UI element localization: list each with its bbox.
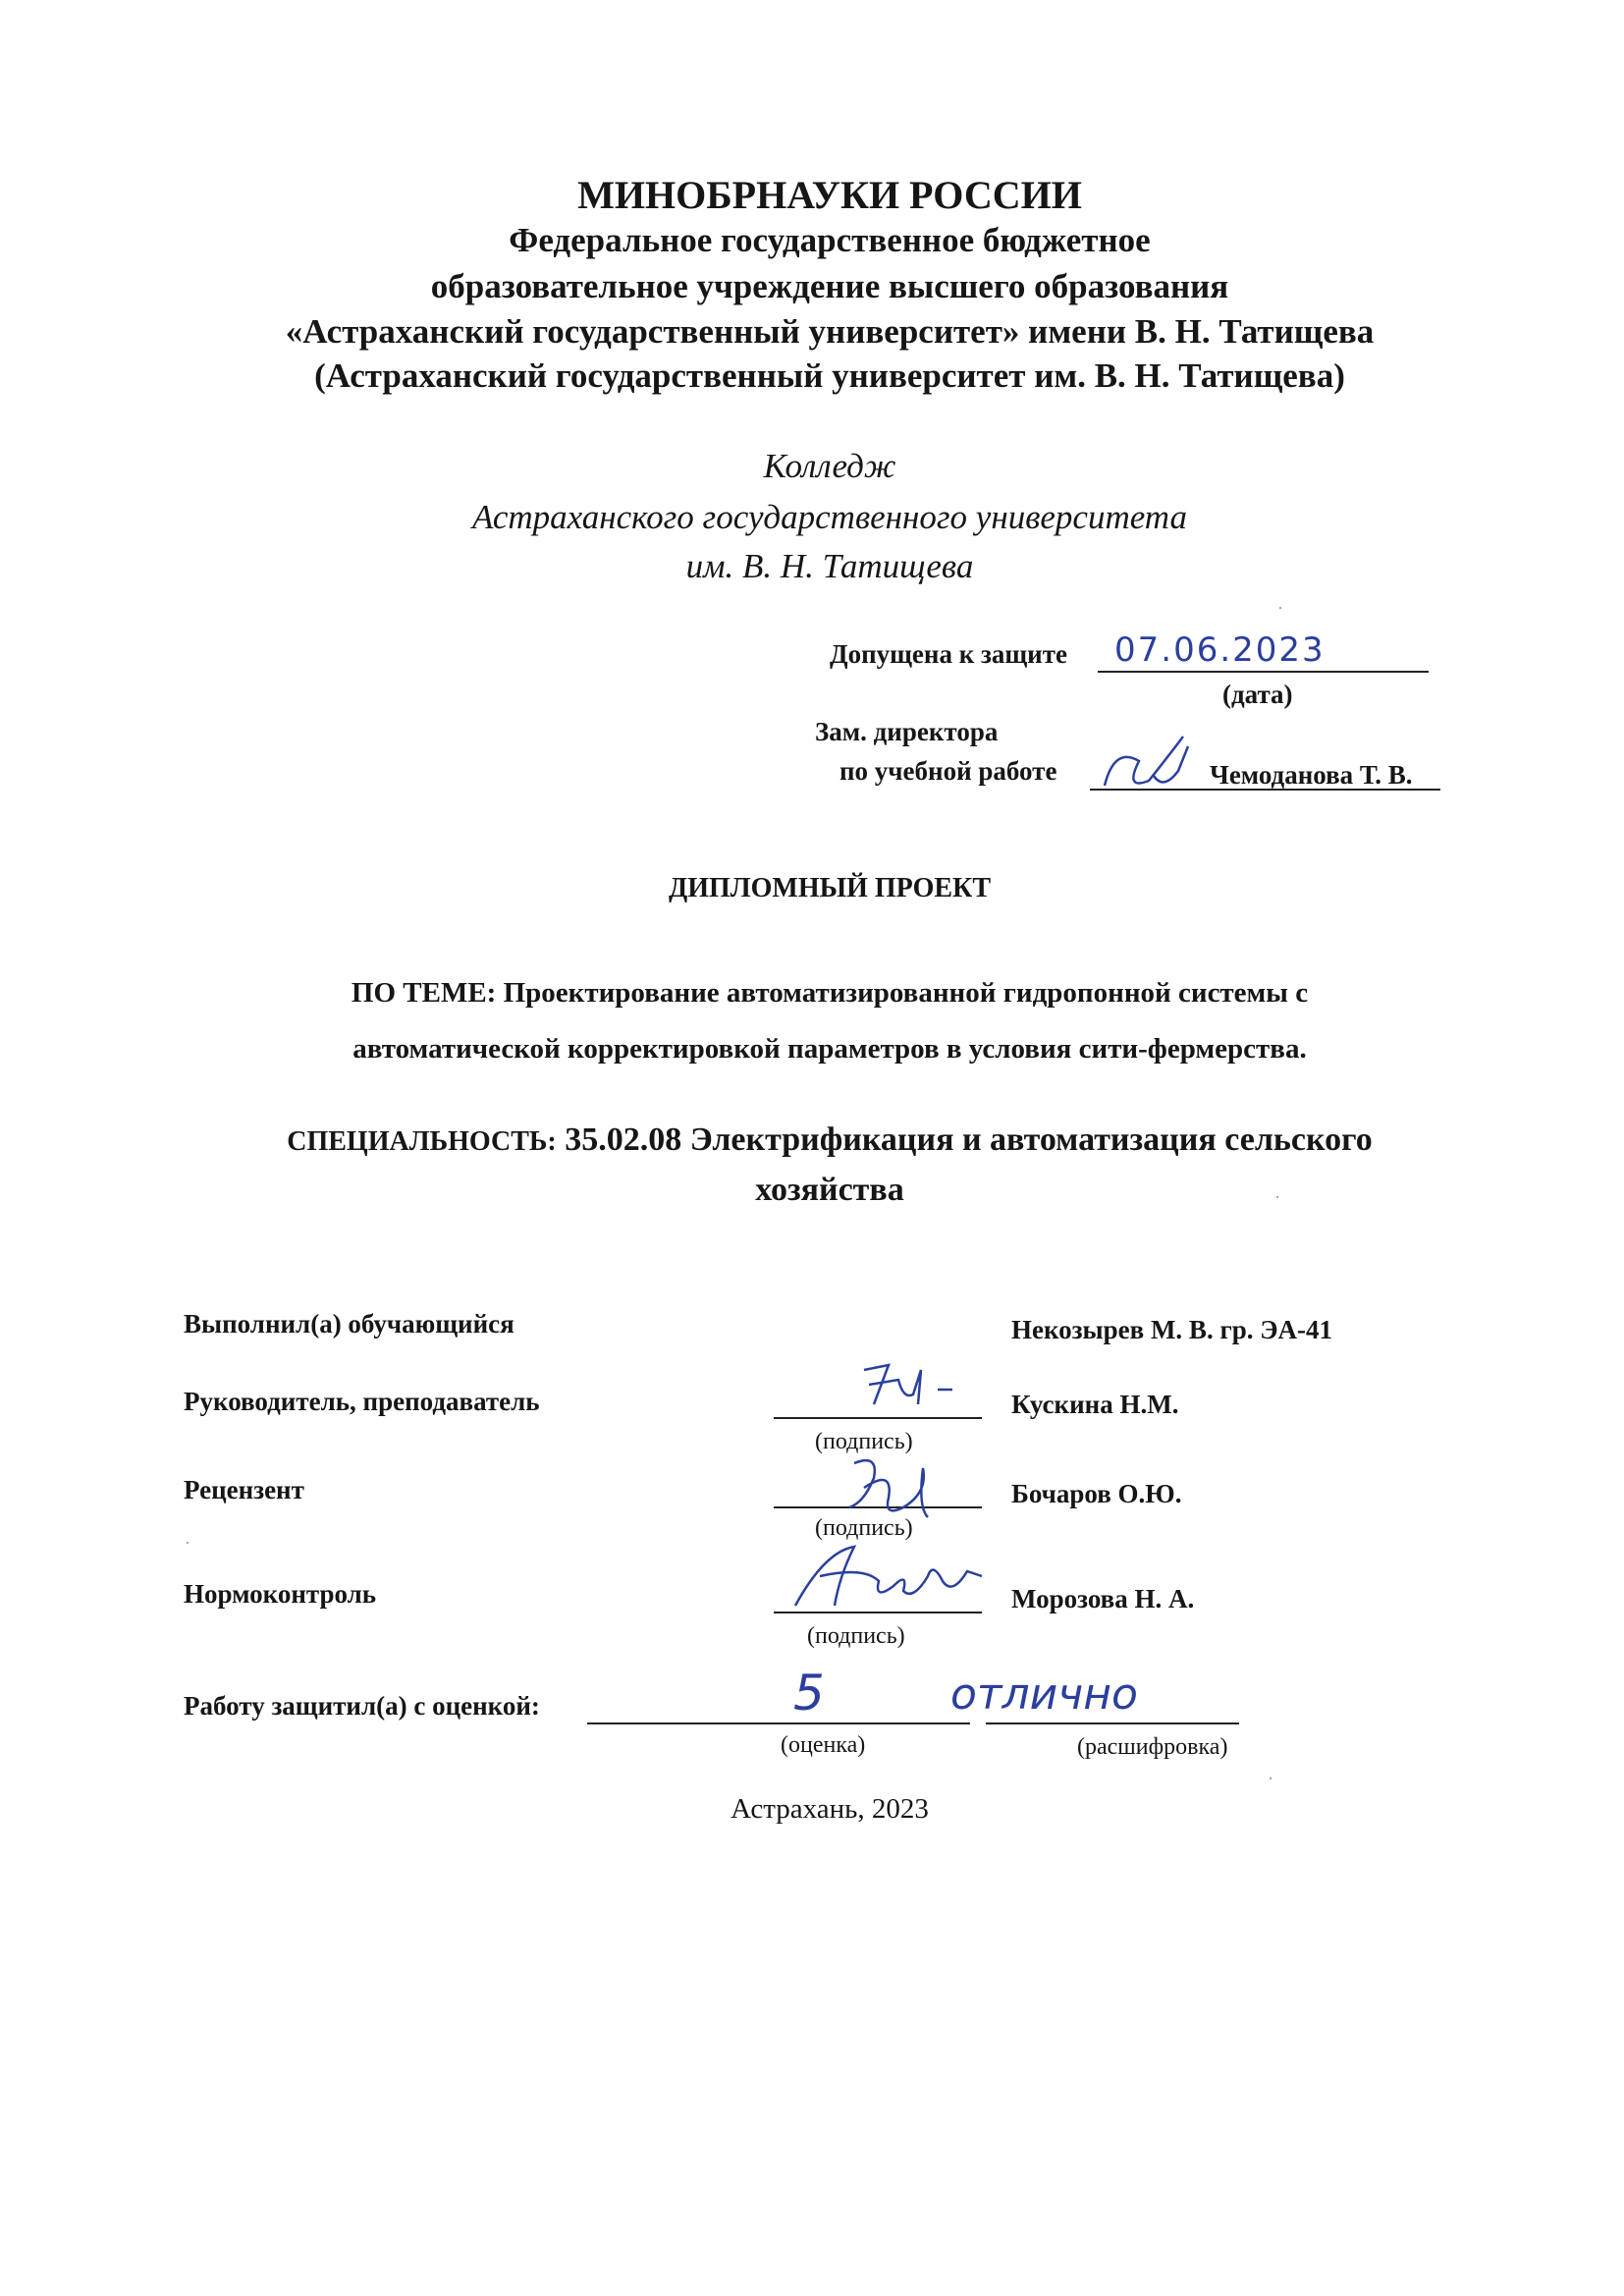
deputy-title-line-1: Зам. директора — [815, 717, 999, 746]
scan-speck — [1279, 607, 1281, 609]
grade-text-handwritten: отлично — [950, 1669, 1138, 1720]
deputy-name: Чемоданова Т. В. — [1210, 760, 1413, 790]
specialty-line-1 — [0, 1121, 1624, 1159]
supervisor-label: Руководитель, преподаватель — [184, 1387, 540, 1416]
date-handwritten: 07.06.2023 — [1114, 630, 1326, 670]
document-type: ДИПЛОМНЫЙ ПРОЕКТ — [668, 873, 992, 903]
institution-line-3: «Астраханский государственный университет» имени В. Н. Татищева — [285, 312, 1375, 351]
city-year: Астрахань, 2023 — [731, 1793, 929, 1825]
normcontrol-signature — [785, 1532, 1001, 1620]
supervisor-signature-caption: (подпись) — [815, 1429, 913, 1454]
college-line-3: им. В. Н. Татищева — [685, 547, 974, 585]
normcontrol-name: Морозова Н. А. — [1011, 1584, 1195, 1613]
specialty-label: СПЕЦИАЛЬНОСТЬ: — [287, 1126, 557, 1157]
scan-speck — [1270, 1777, 1272, 1779]
grade-handwritten: 5 — [793, 1665, 825, 1722]
grade-decoding-line — [986, 1722, 1239, 1724]
normcontrol-signature-caption: (подпись) — [807, 1623, 905, 1649]
specialty-line-2: хозяйства — [755, 1172, 904, 1208]
college-line-2: Астраханского государственного университета — [471, 498, 1188, 536]
topic-line-2: автоматической корректировкой параметров в условия сити-фермерства. — [352, 1033, 1307, 1065]
reviewer-signature-caption: (подпись) — [815, 1515, 913, 1541]
institution-line-4: (Астраханский государственный университет им. В. Н. Татищева) — [314, 356, 1345, 395]
scan-speck — [187, 1542, 189, 1544]
supervisor-signature — [844, 1350, 992, 1429]
normcontrol-label: Нормоконтроль — [184, 1579, 377, 1609]
grade-label: Работу защитил(а) с оценкой: — [184, 1691, 540, 1721]
college-line-1: Колледж — [763, 447, 896, 485]
grade-line — [587, 1722, 970, 1724]
topic-line-1: ПО ТЕМЕ: Проектирование автоматизированной гидропонной системы с — [351, 977, 1309, 1009]
supervisor-name: Кускина Н.М. — [1011, 1390, 1179, 1419]
institution-line-2: образовательное учреждение высшего образования — [430, 267, 1229, 305]
specialty-value: 35.02.08 Электрификация и автоматизация сельского — [556, 1121, 1373, 1158]
student-name: Некозырев М. В. гр. ЭА-41 — [1011, 1315, 1333, 1344]
deputy-signature — [1095, 717, 1213, 805]
student-label: Выполнил(а) обучающийся — [184, 1309, 514, 1339]
admission-label: Допущена к защите — [830, 639, 1067, 669]
grade-caption: (оценка) — [781, 1732, 866, 1758]
institution-line-1: Федеральное государственное бюджетное — [509, 221, 1151, 259]
ministry-title: МИНОБРНАУКИ РОССИИ — [577, 173, 1082, 217]
date-caption: (дата) — [1222, 680, 1293, 709]
scan-speck — [1276, 1196, 1278, 1198]
reviewer-name: Бочаров О.Ю. — [1011, 1479, 1182, 1508]
deputy-title-line-2: по учебной работе — [839, 756, 1057, 786]
date-line — [1098, 671, 1429, 673]
decoding-caption: (расшифровка) — [1077, 1734, 1228, 1760]
reviewer-label: Рецензент — [184, 1475, 304, 1504]
